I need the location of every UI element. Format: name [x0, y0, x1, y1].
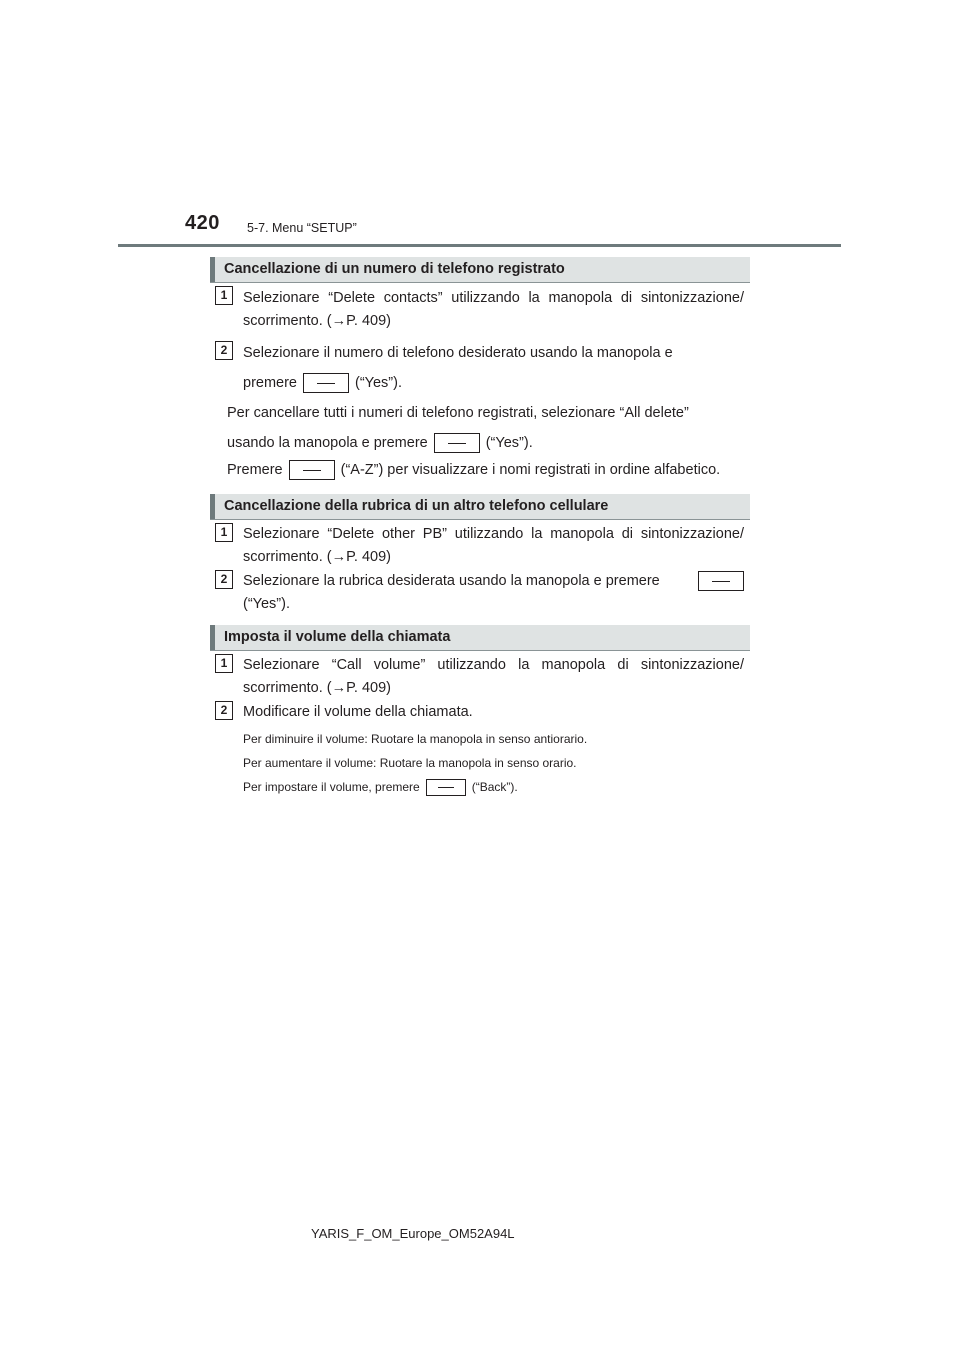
step-text: [243, 570, 744, 616]
section-heading-bar: [210, 625, 215, 650]
chapter-title: 5-7. Menu “SETUP”: [247, 221, 357, 235]
info-text-after-key: (“A-Z”) per visualizzare i nomi registrati in ordine alfabetico.: [340, 462, 721, 478]
step-text: [243, 342, 744, 395]
dash-key-icon: [426, 779, 466, 796]
note-line: Per aumentare il volume: Ruotare la manopola in senso orario.: [243, 756, 577, 770]
info-text-line: [227, 432, 744, 455]
document-id-footer: YARIS_F_OM_Europe_OM52A94L: [311, 1226, 515, 1241]
step-text-line: [243, 372, 744, 395]
step-text-before-key: Selezionare la rubrica desiderata usando la manopola e premere: [243, 573, 660, 589]
dash-key-icon: [698, 571, 744, 591]
step-number-1: 1: [215, 654, 233, 673]
step-text: Selezionare “Delete other PB” utilizzando la manopola di sintonizzazione/ scorrimento. (→P. 409): [243, 526, 744, 565]
step-text-after-key: (“Yes”).: [243, 596, 290, 612]
section-heading-delete-number: [210, 257, 750, 283]
info-text-line: Per cancellare tutti i numeri di telefono registrati, selezionare “All delete”: [227, 405, 689, 421]
step-text: Selezionare “Delete contacts” utilizzando la manopola di sintonizzazione/ scorrimento. (→P. 409): [243, 290, 744, 329]
section-heading-text: Cancellazione di un numero di telefono registrato: [224, 261, 565, 277]
step-number-1: 1: [215, 286, 233, 305]
section-heading-text: Cancellazione della rubrica di un altro telefono cellulare: [224, 498, 609, 514]
info-text-before-key: Premere: [227, 462, 283, 478]
section-heading-bar: [210, 257, 215, 282]
info-paragraph: [227, 459, 744, 482]
header-divider: [118, 244, 841, 247]
dash-key-icon: [303, 373, 349, 393]
page-number: 420: [185, 212, 220, 234]
info-text-before-key: usando la manopola e premere: [227, 435, 428, 451]
step-number-2: 2: [215, 570, 233, 589]
step-text-after-key: (“Yes”).: [355, 375, 402, 391]
step-number-2: 2: [215, 701, 233, 720]
info-text-after-key: (“Yes”).: [485, 435, 533, 451]
info-paragraph: [227, 402, 744, 455]
step-number-1: 1: [215, 523, 233, 542]
step-text: Modificare il volume della chiamata.: [243, 704, 473, 720]
dash-key-icon: [434, 433, 480, 453]
step-text: Selezionare “Call volume” utilizzando la manopola di sintonizzazione/ scorrimento. (→P. 409): [243, 657, 744, 696]
dash-key-icon: [289, 460, 335, 480]
note-line: [243, 779, 744, 796]
step-number-2: 2: [215, 341, 233, 360]
note-line: Per diminuire il volume: Ruotare la manopola in senso antiorario.: [243, 732, 588, 746]
section-heading-text: Imposta il volume della chiamata: [224, 629, 451, 645]
note-text-before-key: Per impostare il volume, premere: [243, 780, 420, 794]
note-text-after-key: (“Back”).: [471, 780, 518, 794]
step-text-before-key: premere: [243, 375, 297, 391]
step-text-line: Selezionare il numero di telefono desiderato usando la manopola e: [243, 345, 673, 361]
section-heading-call-volume: [210, 625, 750, 651]
section-heading-bar: [210, 494, 215, 519]
section-heading-delete-phonebook: [210, 494, 750, 520]
